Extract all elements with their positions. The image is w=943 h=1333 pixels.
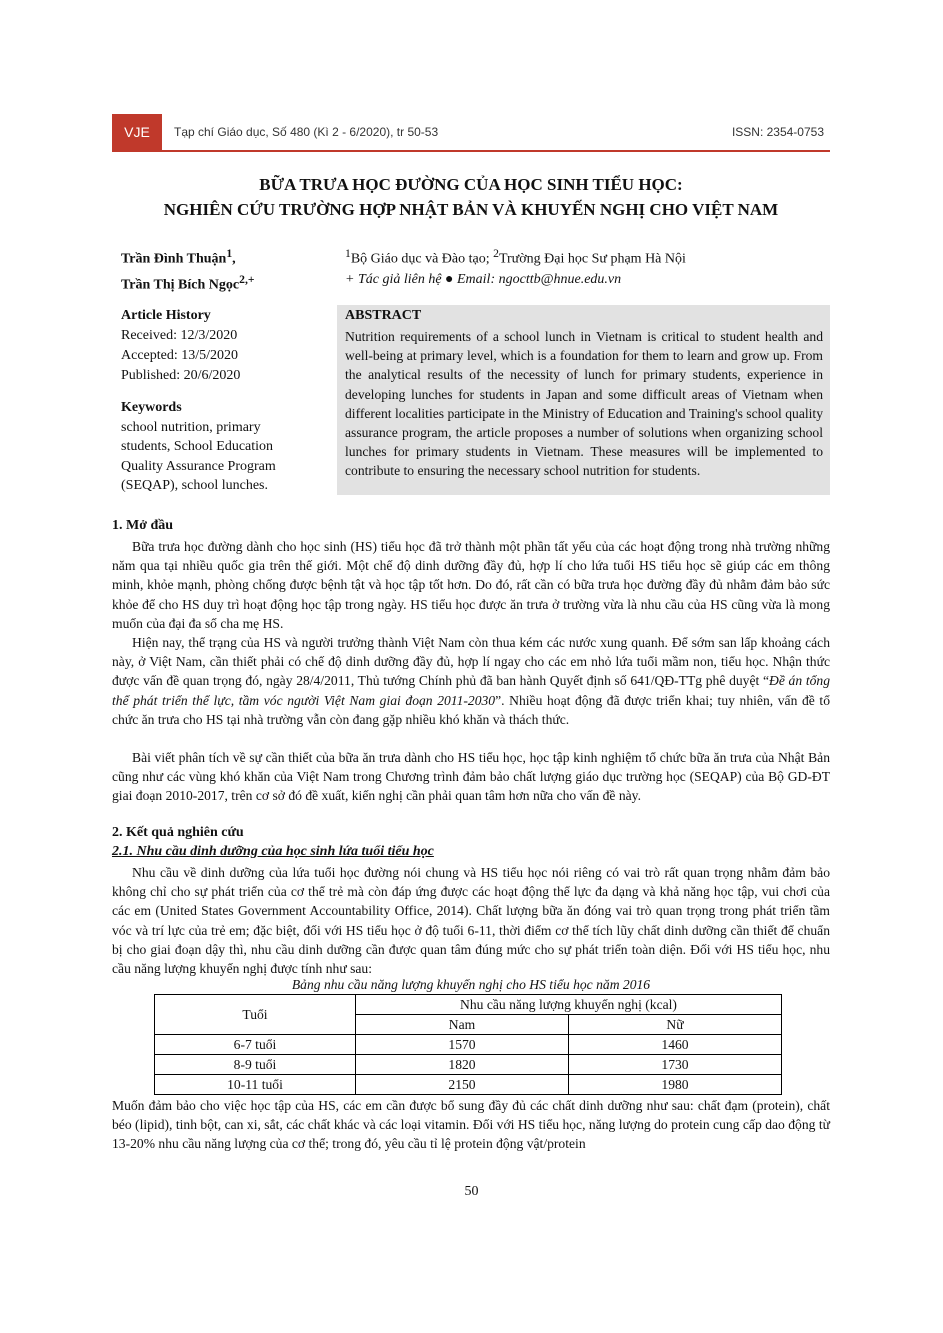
published-date: Published: 20/6/2020 bbox=[121, 368, 241, 383]
title-line-1: BỮA TRƯA HỌC ĐƯỜNG CỦA HỌC SINH TIỂU HỌC: bbox=[259, 175, 683, 194]
author-1: Trần Đình Thuận$^1$, bbox=[121, 247, 236, 267]
affiliations bbox=[345, 244, 686, 290]
journal-logo: VJE bbox=[112, 114, 162, 150]
section-2-heading: 2. Kết quả nghiên cứu bbox=[112, 825, 244, 840]
received-date: Received: 12/3/2020 bbox=[121, 328, 238, 343]
affiliation-line: $^1$Bộ Giáo dục và Đào tạo; $^2$Trường Đại học Sư phạm Hà Nội bbox=[345, 247, 686, 267]
table-row: 6-7 tuổi 1570 1460 bbox=[155, 1035, 782, 1055]
section-1-heading: 1. Mở đầu bbox=[112, 518, 174, 533]
paragraph-4: Nhu cầu về dinh dưỡng của lứa tuổi học đường nói chung và HS tiểu học nói riêng có vai trò rất quan trọng nhằm đảm bảo không chỉ cho sự phát triển của cơ thể trẻ mà còn đáp ứng được các hoạt động thể lực đa dạng và khả năng học tập, vui chơi của các em (United States Government Accountability Office, 2014). Chất lượng bữa ăn đóng vai trò quan trọng trong phát triển tầm vóc và trí lực của trẻ em; đặc biệt, đối với HS tiểu học ở độ tuổi 6-11, thời điểm cơ thể tích lũy chất dinh dưỡng cần thiết để chuẩn bị cho giai đoạn dậy thì, nhu cầu dinh dưỡng cần được quan tâm đúng mức cho sự phát triển toàn diện. Đối với HS tiểu học, nhu cầu năng lượng khuyến nghị được tính như sau: bbox=[112, 865, 830, 977]
keywords bbox=[121, 398, 306, 496]
header-energy: Nhu cầu năng lượng khuyến nghị (kcal) bbox=[356, 995, 782, 1015]
table-row: 8-9 tuổi 1820 1730 bbox=[155, 1055, 782, 1075]
page-number: 50 bbox=[464, 1184, 479, 1199]
abstract-heading: ABSTRACT bbox=[345, 308, 422, 323]
article-title bbox=[112, 172, 830, 222]
energy-requirements-table bbox=[154, 994, 782, 1095]
author-2: Trần Thị Bích Ngọc$^{2,+}$ bbox=[121, 272, 255, 293]
header-male: Nam bbox=[356, 1015, 569, 1035]
journal-reference: Tạp chí Giáo dục, Số 480 (Kì 2 - 6/2020), tr 50-53 bbox=[174, 125, 439, 139]
article-history bbox=[121, 306, 240, 386]
abstract-box bbox=[337, 305, 830, 495]
header-female: Nữ bbox=[569, 1015, 782, 1035]
keywords-text: school nutrition, primary students, School Education Quality Assurance Program (SEQAP), school lunches. bbox=[121, 419, 276, 493]
paragraph-5: Muốn đảm bảo cho việc học tập của HS, các em cần được bổ sung đầy đủ các chất dinh dưỡng như sau: chất đạm (protein), chất béo (lipid), tinh bột, can xi, sắt, các chất khác và các loại vitamin. Đối với HS tiểu học, năng lượng do protein cung cấp dao động từ 13-20% nhu cầu năng lượng của cơ thể; trong đó, yêu cầu tỉ lệ protein động vật/protein bbox=[112, 1098, 830, 1152]
journal-header bbox=[112, 114, 830, 152]
corresponding-author: + Tác giả liên hệ ● Email: ngocttb@hnue.edu.vn bbox=[345, 271, 622, 287]
paragraph-3: Bài viết phân tích về sự cần thiết của bữa ăn trưa dành cho HS tiểu học, học tập kinh nghiệm tổ chức bữa ăn trưa của Nhật Bản cũng như các vùng khó khăn của Việt Nam trong Chương trình đảm bảo chất lượng giáo dục trường học (SEQAP) của Bộ GD-ĐT giai đoạn 2010-2017, trên cơ sở đó đề xuất, kiến nghị cần phải quan tâm hơn nữa cho vấn đề này. bbox=[112, 750, 830, 804]
keywords-heading: Keywords bbox=[121, 400, 182, 415]
abstract-text: Nutrition requirements of a school lunch in Vietnam is critical to student health and well-being at primary level, which is a foundation for them to learn and grow up. From the analytical results of the necessity of lunch for primary students, experience in developing lunches for students in Japan and some difficult areas of Vietnam when different localities participate in the Ministry of Education and Training's school quality assurance program, the article proposes a number of solutions when organizing school lunches for primary students in Vietnam. These measures will be implemented to contribute to ensuring the necessary school nutrition for students. bbox=[345, 329, 823, 479]
paragraph-2: Hiện nay, thể trạng của HS và người trưởng thành Việt Nam còn thua kém các nước xung quanh. Để sớm san lấp khoảng cách này, ở Việt Nam, cần thiết phải có chế độ dinh dưỡng đầy đủ, hợp lí ngay cho các em nhỏ lứa tuổi mầm non, tiểu học. Nhận thức được vấn đề quan trọng đó, ngày 28/4/2011, Thủ tướng Chính phủ đã ban hành Quyết định số 641/QĐ-TTg phê duyệt “Đề án tổng thể phát triển thể lực, tầm vóc người Việt Nam giai đoạn 2011-2030”. Nhiều hoạt động đã được triển khai; tuy nhiên, vấn đề tổ chức ăn trưa cho HS tại nhà trường vẫn còn đang gặp nhiều khó khăn và thách thức. bbox=[112, 635, 830, 727]
section-2-1-heading: 2.1. Nhu cầu dinh dưỡng của học sinh lứa tuổi tiểu học bbox=[112, 844, 434, 859]
paragraph-1: Bữa trưa học đường dành cho học sinh (HS) tiểu học đã trở thành một phần tất yếu của các hoạt động trong nhà trường những năm qua tại nhiều quốc gia trên thế giới. Một chế độ dinh dưỡng đầy đủ, hợp lí cho lứa tuổi HS tiểu học sẽ giúp các em thông minh, khỏe mạnh, phòng chống được bệnh tật và học tập tốt hơn. Do đó, rất cần có bữa trưa học đường đầy đủ nhằm đảm bảo sức khỏe để cho HS duy trì hoạt động học tập trong ngày. HS tiểu học được ăn trưa ở trường vừa là nhu cầu của HS cũng vừa là mong muốn của đại đa số cha mẹ HS. bbox=[112, 539, 830, 631]
table-row: 10-11 tuổi 2150 1980 bbox=[155, 1075, 782, 1095]
accepted-date: Accepted: 13/5/2020 bbox=[121, 348, 239, 363]
history-heading: Article History bbox=[121, 308, 211, 323]
author-list bbox=[121, 244, 255, 295]
issn: ISSN: 2354-0753 bbox=[731, 125, 824, 139]
table-caption: Bảng nhu cầu năng lượng khuyến nghị cho HS tiểu học năm 2016 bbox=[291, 977, 651, 992]
title-line-2: NGHIÊN CỨU TRƯỜNG HỢP NHẬT BẢN VÀ KHUYẾN NGHỊ CHO VIỆT NAM bbox=[163, 200, 779, 219]
header-age: Tuổi bbox=[155, 995, 356, 1035]
